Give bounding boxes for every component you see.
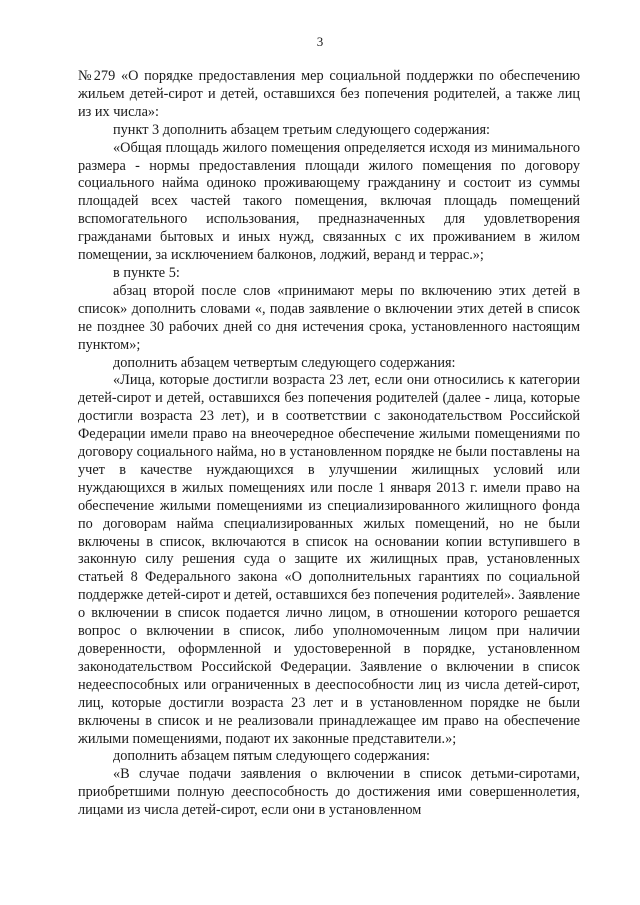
paragraph-persons-over-23: «Лица, которые достигли возраста 23 лет, если они относились к категории детей-сирот и детей, оставшихся без попечения родителей (далее - лица, которые достигли возраста 23 лет), и в соответствии с законодательством Российской Федерации имели право на внеочередное обеспечение жилыми помещениями по договору социального найма, но в установленном порядке не были поставлены на учет в качестве нуждающихся в улучшении жилищных условий или нуждающихся в жилых помещениях или после 1 января 2013 г. имели право на обеспечение жилыми помещениями из специализированного жилищного фонда по договорам найма специализированных жилых помещений, но не были включены в список, включаются в список на основании копии вступившего в законную силу решения суда о защите их жилищных прав, установленных статьей 8 Федерального закона «О дополнительных гарантиях по социальной поддержке детей-сирот и детей, оставшихся без попечения родителей». Заявление о включении в список подается лично лицом, в отношении которого решается вопрос о включении в список, либо уполномоченным лицом при наличии доверенности, оформленной и удостоверенной в порядке, установленном законодательством Российской Федерации. Заявление о включении в список недееспособных или ограниченных в дееспособности лиц из числа детей-сирот, лиц, которые достигли возраста 23 лет и в установленном порядке не были включены в список и не реализовали принадлежащее им право на обеспечение жилыми помещениями, подают их законные представители.»;: [78, 372, 580, 747]
paragraph-resolution-title: №279 «О порядке предоставления мер социальной поддержки по обеспечению жильем детей-сирот и детей, оставшихся без попечения родителей, а также лиц из их числа»:: [78, 68, 580, 120]
paragraph-fifth-abzac-intro: дополнить абзацем пятым следующего содержания:: [113, 748, 430, 765]
paragraph-point-3-intro: пункт 3 дополнить абзацем третьим следующего содержания:: [113, 121, 491, 138]
document-body: [78, 68, 580, 820]
page-number: 3: [316, 34, 324, 49]
paragraph-point-5-intro: в пункте 5:: [113, 264, 180, 281]
paragraph-total-area-definition: «Общая площадь жилого помещения определяется исходя из минимального размера - нормы предоставления площади жилого помещения по договору социального найма одиноко проживающему гражданину и состоит из суммы площадей всех частей такого помещения, включая площадь помещений вспомогательного использования, предназначенных для удовлетворения гражданами бытовых и иных нужд, связанных с их проживанием в жилом помещении, за исключением балконов, лоджий, веранд и террас.»;: [78, 139, 580, 264]
paragraph-application-orphans: «В случае подачи заявления о включении в список детьми-сиротами, приобретшими полную дееспособность до достижения ими совершеннолетия, лицами из числа детей-сирот, если они в установленном: [78, 766, 580, 819]
paragraph-fourth-abzac-intro: дополнить абзацем четвертым следующего содержания:: [113, 354, 456, 371]
paragraph-second-abzac-amendment: абзац второй после слов «принимают меры по включению этих детей в список» дополнить словами «, подав заявление о включении этих детей в список не позднее 30 рабочих дней со дня истечения срока, установленного настоящим пунктом»;: [78, 282, 580, 353]
